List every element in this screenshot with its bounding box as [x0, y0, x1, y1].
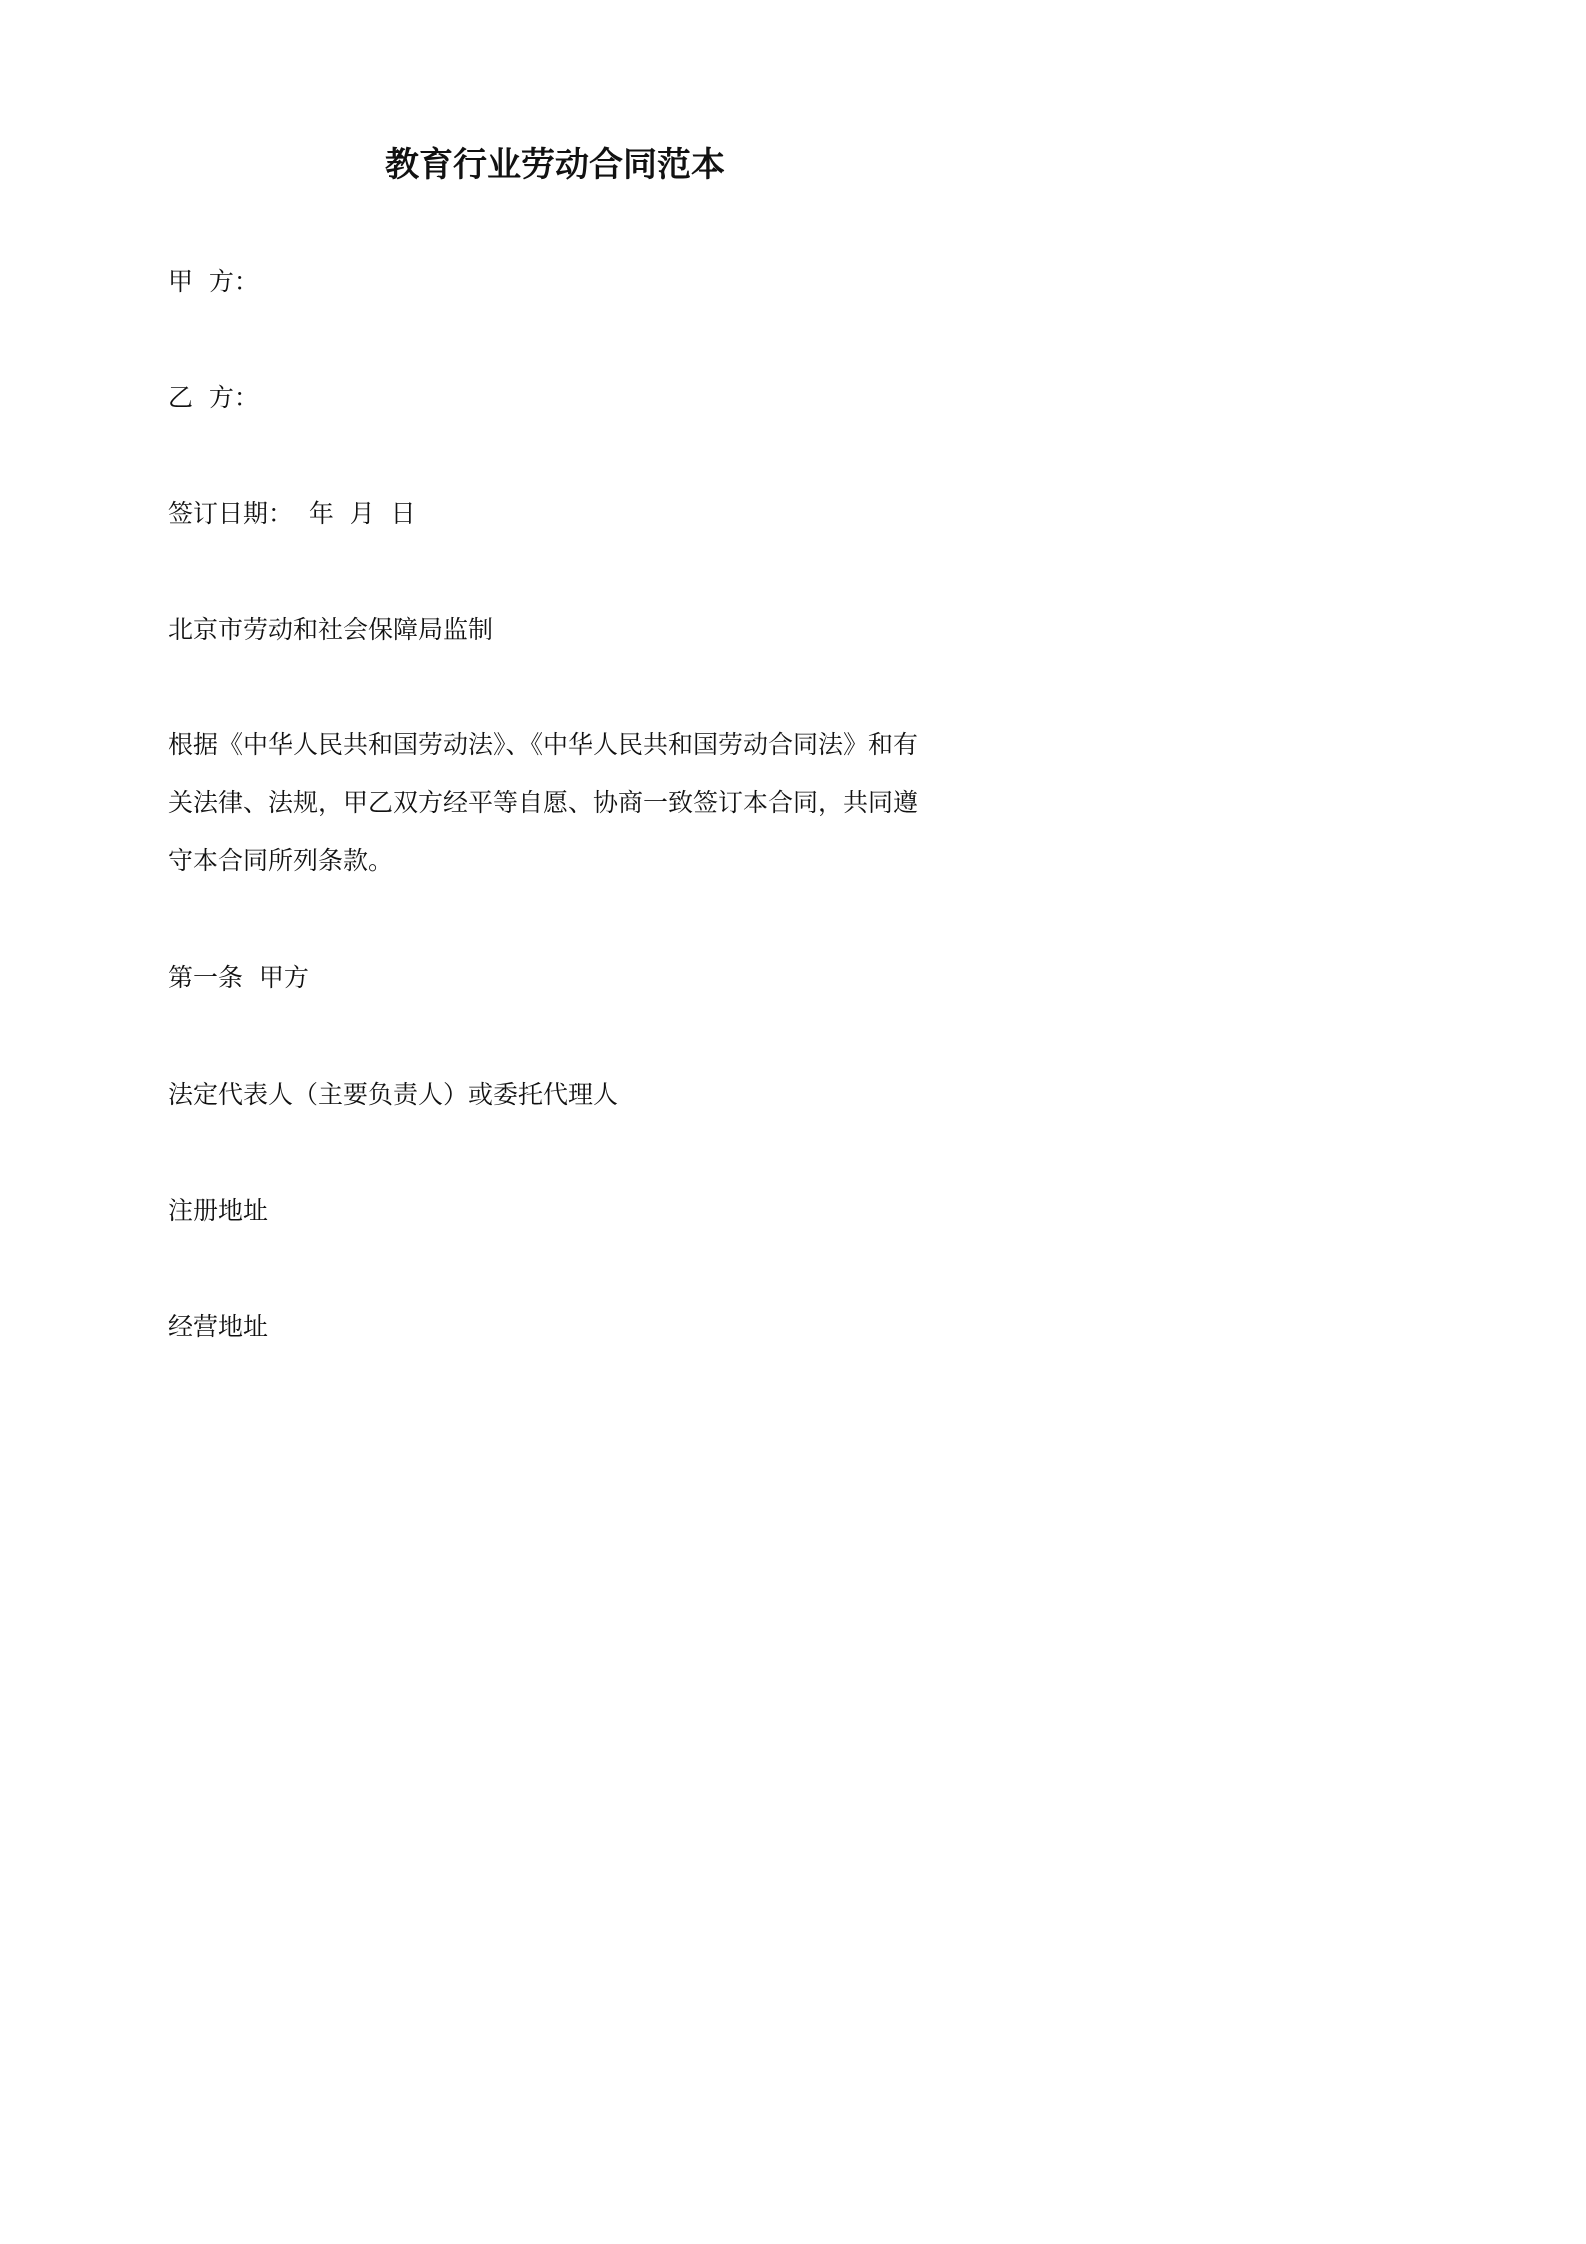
party-a-label: 甲 方：: [168, 267, 259, 296]
preamble-paragraph: [168, 716, 948, 890]
supervisor-text: 北京市劳动和社会保障局监制: [168, 615, 494, 644]
document-page: [0, 0, 1100, 1556]
article-one-heading: 第一条 甲方: [168, 963, 309, 992]
document-title: 教育行业劳动合同范本: [385, 145, 725, 185]
preamble-line: 守本合同所列条款。: [168, 846, 394, 875]
preamble-line: 根据《中华人民共和国劳动法》、《中华人民共和国劳动合同法》和有: [168, 730, 919, 759]
legal-representative-label: 法定代表人（主要负责人）或委托代理人: [168, 1080, 619, 1109]
registered-address-label: 注册地址: [168, 1196, 269, 1225]
business-address-label: 经营地址: [168, 1312, 269, 1341]
preamble-line: 关法律、法规，甲乙双方经平等自愿、协商一致签订本合同，共同遵: [168, 788, 919, 817]
sign-date-label: 签订日期： 年 月 日: [168, 499, 416, 528]
party-b-label: 乙 方：: [168, 383, 259, 412]
